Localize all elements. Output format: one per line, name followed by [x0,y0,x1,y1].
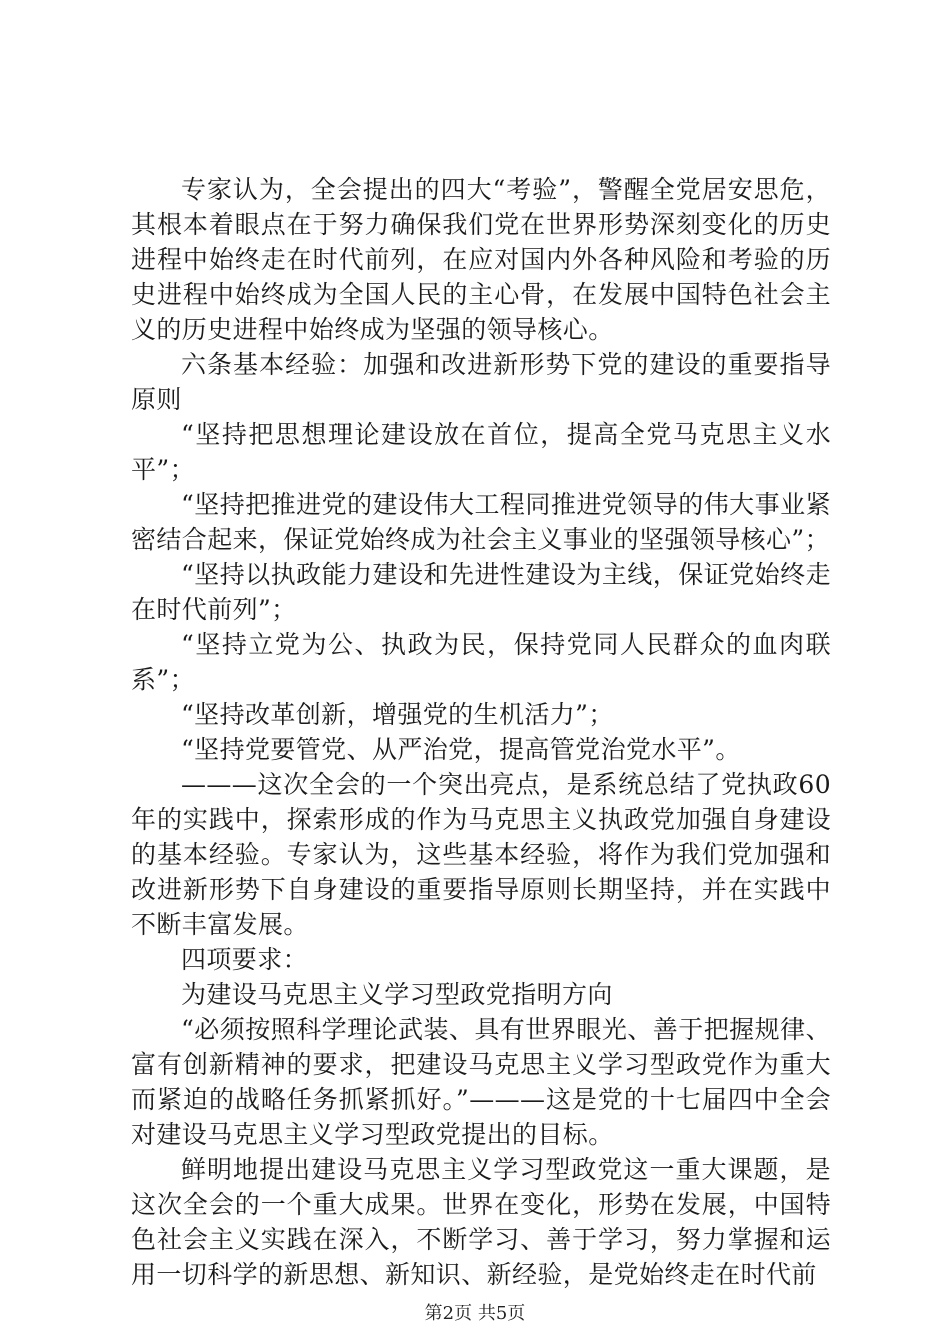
paragraph-four-requirements-heading: 四项要求： [181,945,309,974]
paragraph-learning-party-significance: 鲜明地提出建设马克思主义学习型政党这一重大课题，是这次全会的一个重大成果。世界在变化，形势在发展，中国特色社会主义实践在深入，不断学习、善于学习，努力掌握和运用一切科学的新思想、新知识、新经验，是党始终走在时代前 [131,1155,831,1289]
paragraph-six-experiences-heading: 六条基本经验：加强和改进新形势下党的建设的重要指导原则 [131,350,831,414]
paragraph-learning-party-goal: “必须按照科学理论武装、具有世界眼光、善于把握规律、富有创新精神的要求，把建设马克思主义学习型政党作为重大而紧迫的战略任务抓紧抓好。”———这是党的十七届四中全会对建设马克思主义学习型政党提出的目标。 [131,1015,831,1149]
body-text [131,172,831,1292]
paragraph-principle-2: “坚持把推进党的建设伟大工程同推进党领导的伟大事业紧密结合起来，保证党始终成为社会主义事业的坚强领导核心”； [131,490,831,554]
paragraph-principle-5: “坚持改革创新，增强党的生机活力”； [181,700,614,729]
paragraph-expert-view: 专家认为，全会提出的四大“考验”，警醒全党居安思危，其根本着眼点在于努力确保我们党在世界形势深刻变化的历史进程中始终走在时代前列，在应对国内外各种风险和考验的历史进程中始终成为全国人民的主心骨，在发展中国特色社会主义的历史进程中始终成为坚强的领导核心。 [131,175,831,344]
paragraph-principle-6: “坚持党要管党、从严治党，提高管党治党水平”。 [181,735,741,764]
paragraph-principle-1: “坚持把思想理论建设放在首位，提高全党马克思主义水平”； [131,420,831,484]
page-footer [0,1303,950,1325]
paragraph-highlight: ———这次全会的一个突出亮点，是系统总结了党执政60年的实践中，探索形成的作为马克思主义执政党加强自身建设的基本经验。专家认为，这些基本经验，将作为我们党加强和改进新形势下自身建设的重要指导原则长期坚持，并在实践中不断丰富发展。 [131,770,831,939]
paragraph-learning-party-heading: 为建设马克思主义学习型政党指明方向 [181,980,613,1009]
paragraph-principle-3: “坚持以执政能力建设和先进性建设为主线，保证党始终走在时代前列”； [131,560,831,624]
page-number-label: 第2页 共5页 [424,1303,526,1324]
paragraph-principle-4: “坚持立党为公、执政为民，保持党同人民群众的血肉联系”； [131,630,831,694]
